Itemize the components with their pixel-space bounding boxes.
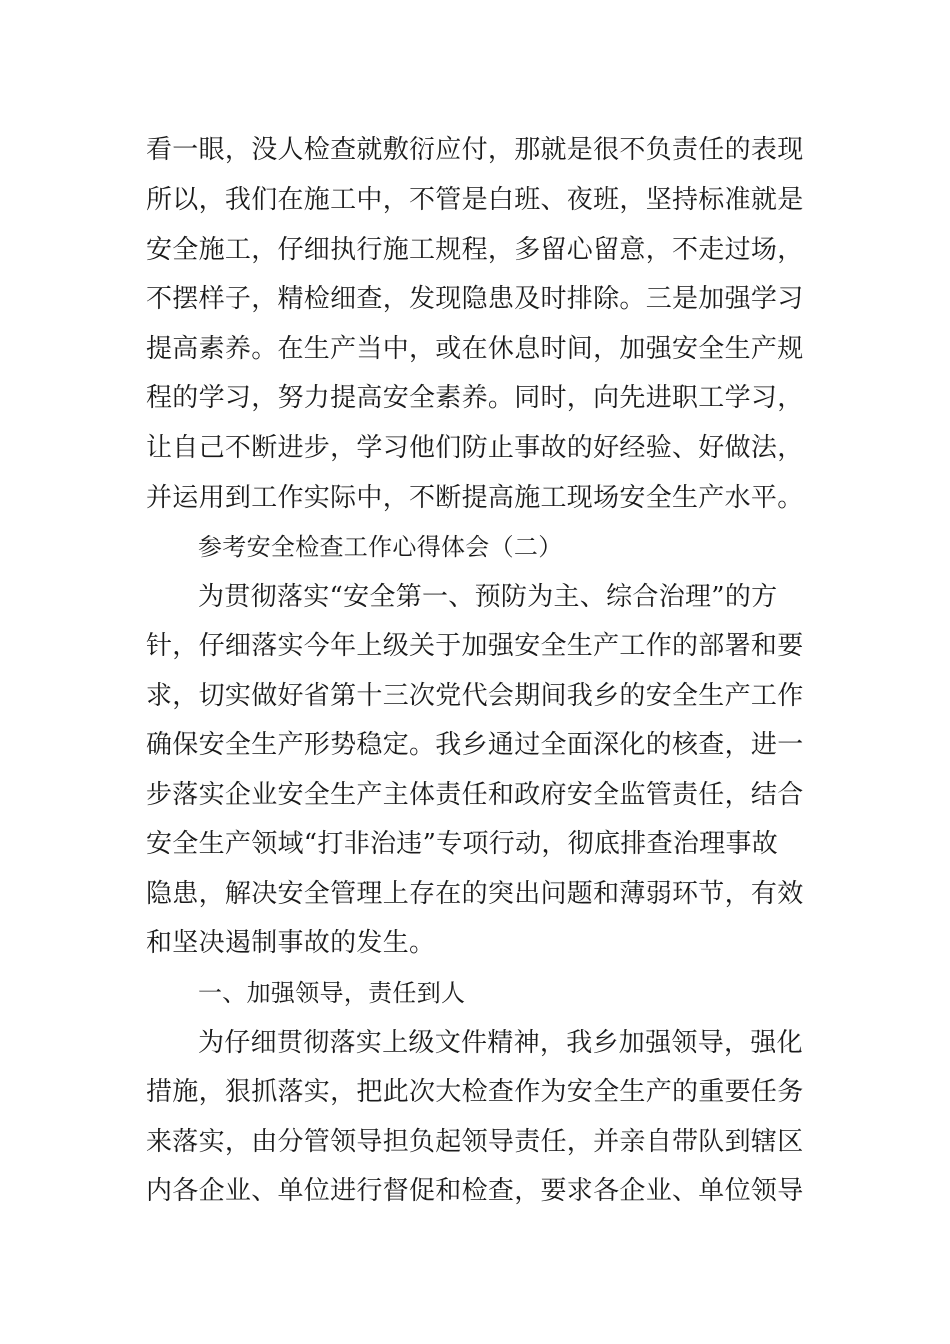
text-line: 内各企业、单位进行督促和检查，要求各企业、单位领导 bbox=[146, 1176, 804, 1206]
section-heading: 参考安全检查工作心得体会（二） bbox=[198, 533, 563, 561]
text-line: 安全生产领域“打非治违”专项行动，彻底排查治理事故 bbox=[146, 829, 779, 859]
text-line: 并运用到工作实际中，不断提高施工现场安全生产水平。 bbox=[146, 483, 804, 513]
text-line: 步落实企业安全生产主体责任和政府安全监管责任，结合 bbox=[146, 780, 804, 810]
text-line: 所以，我们在施工中，不管是白班、夜班，坚持标准就是 bbox=[146, 185, 804, 215]
text-line: 隐患，解决安全管理上存在的突出问题和薄弱环节，有效 bbox=[146, 879, 804, 909]
text-line: 针，仔细落实今年上级关于加强安全生产工作的部署和要 bbox=[146, 631, 804, 661]
text-line: 为贯彻落实“安全第一、预防为主、综合治理”的方 bbox=[198, 582, 778, 612]
text-line: 措施，狠抓落实，把此次大检查作为安全生产的重要任务 bbox=[146, 1077, 804, 1107]
text-line: 来落实，由分管领导担负起领导责任，并亲自带队到辖区 bbox=[146, 1127, 804, 1157]
text-line: 和坚决遏制事故的发生。 bbox=[146, 928, 436, 958]
text-line: 为仔细贯彻落实上级文件精神，我乡加强领导，强化 bbox=[198, 1028, 803, 1058]
text-line: 不摆样子，精检细查，发现隐患及时排除。三是加强学习 bbox=[146, 284, 804, 314]
text-line: 安全施工，仔细执行施工规程，多留心留意，不走过场， bbox=[146, 235, 804, 265]
text-line: 求，切实做好省第十三次党代会期间我乡的安全生产工作 bbox=[146, 681, 804, 711]
text-line: 程的学习，努力提高安全素养。同时，向先进职工学习， bbox=[146, 383, 804, 413]
text-line: 确保安全生产形势稳定。我乡通过全面深化的核查，进一 bbox=[146, 730, 804, 760]
text-line: 让自己不断进步，学习他们防止事故的好经验、好做法， bbox=[146, 433, 804, 463]
text-line: 看一眼，没人检查就敷衍应付，那就是很不负责任的表现 bbox=[146, 135, 804, 165]
text-line: 提高素养。在生产当中，或在休息时间，加强安全生产规 bbox=[146, 334, 804, 364]
section-heading: 一、加强领导，责任到人 bbox=[198, 979, 466, 1007]
